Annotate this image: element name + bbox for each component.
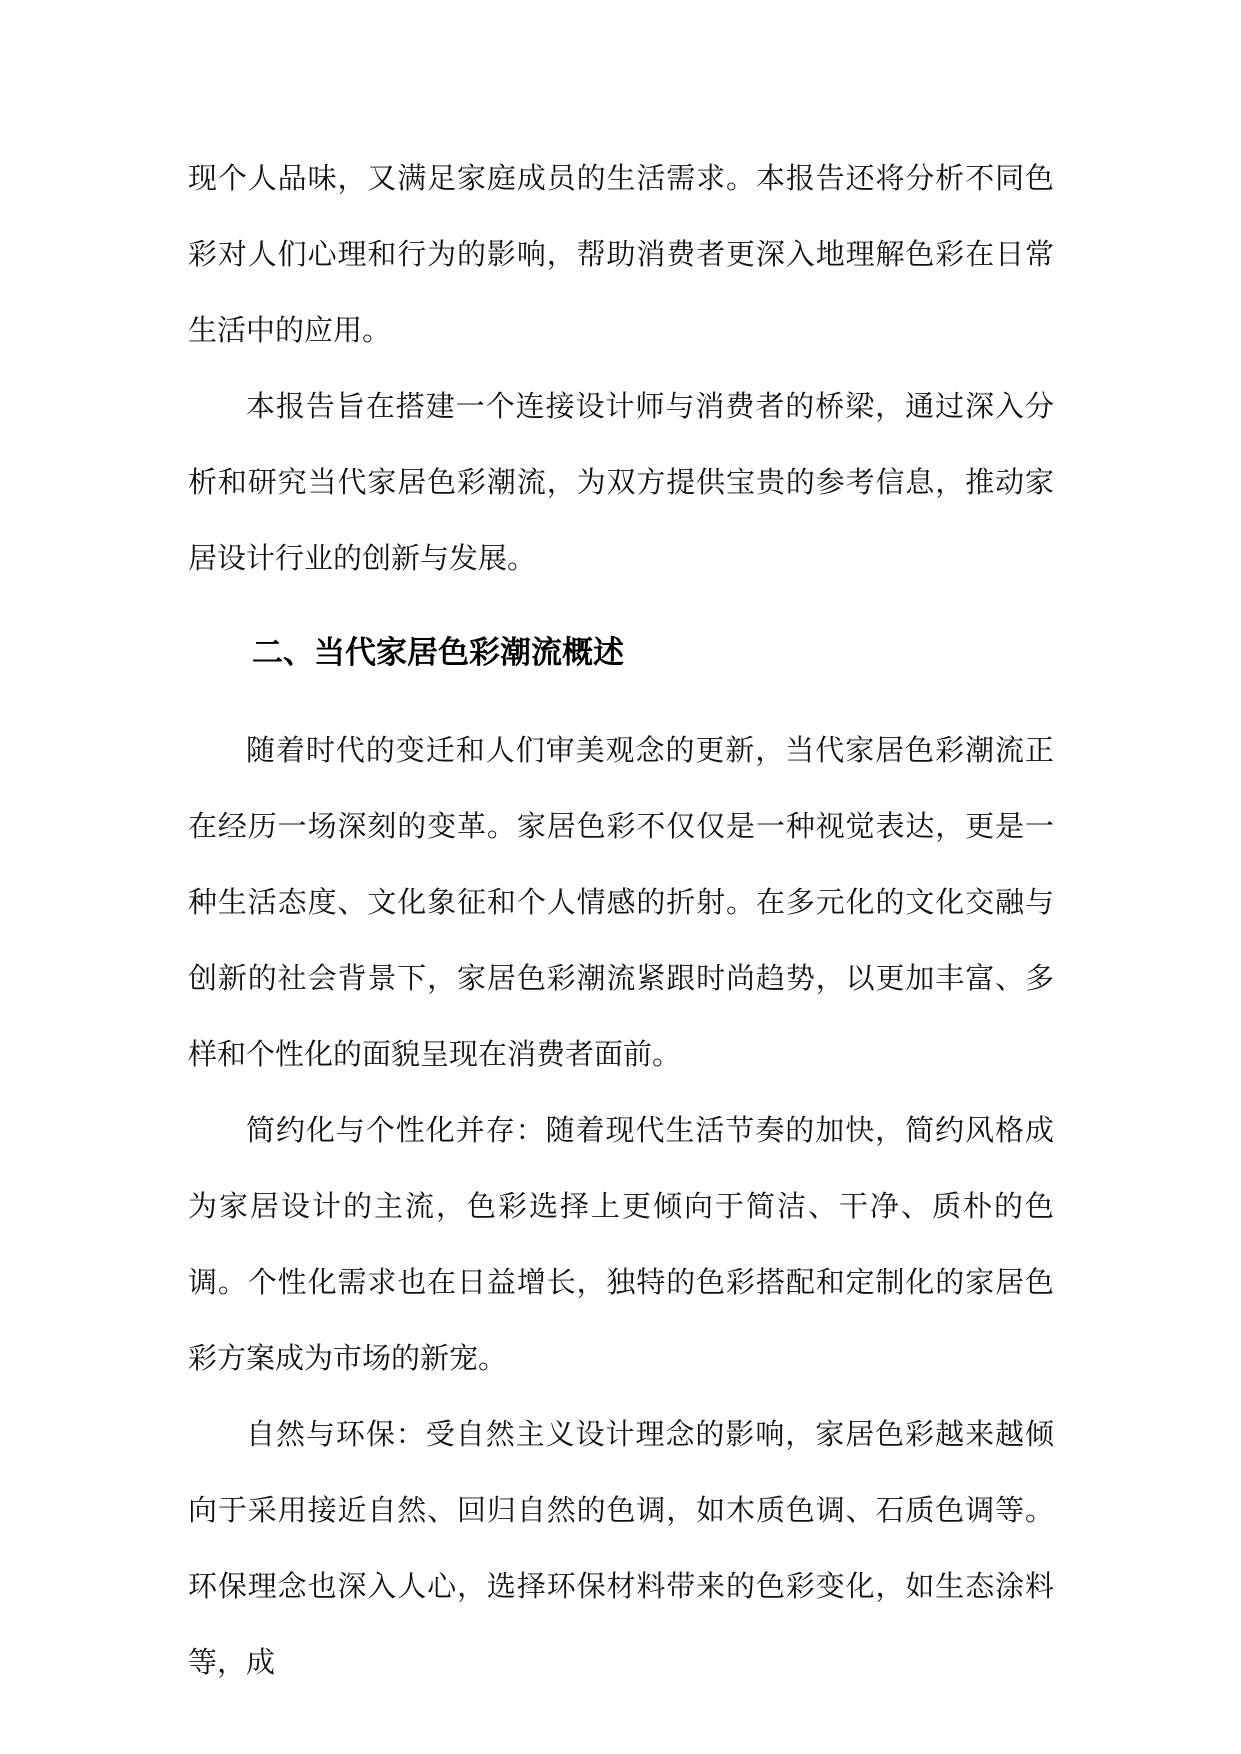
paragraph-report-purpose: 本报告旨在搭建一个连接设计师与消费者的桥梁，通过深入分析和研究当代家居色彩潮流，为双方提供宝贵的参考信息，推动家居设计行业的创新与发展。 bbox=[188, 389, 1054, 575]
section-heading: 二、当代家居色彩潮流概述 bbox=[252, 635, 624, 671]
paragraph-continuation: 现个人品味，又满足家庭成员的生活需求。本报告还将分析不同色彩对人们心理和行为的影响，帮助消费者更深入地理解色彩在日常生活中的应用。 bbox=[188, 161, 1054, 347]
document-body bbox=[188, 140, 1054, 1700]
paragraph-nature-environment: 自然与环保：受自然主义设计理念的影响，家居色彩越来越倾向于采用接近自然、回归自然的色调，如木质色调、石质色调等。环保理念也深入人心，选择环保材料带来的色彩变化，如生态涂料等，成 bbox=[188, 1417, 1054, 1679]
paragraph-simplicity-personalization: 简约化与个性化并存：随着现代生活节奏的加快，简约风格成为家居设计的主流，色彩选择上更倾向于简洁、干净、质朴的色调。个性化需求也在日益增长，独特的色彩搭配和定制化的家居色彩方案成为市场的新宠。 bbox=[188, 1113, 1054, 1375]
paragraph-trend-overview: 随着时代的变迁和人们审美观念的更新，当代家居色彩潮流正在经历一场深刻的变革。家居色彩不仅仅是一种视觉表达，更是一种生活态度、文化象征和个人情感的折射。在多元化的文化交融与创新的社会背景下，家居色彩潮流紧跟时尚趋势，以更加丰富、多样和个性化的面貌呈现在消费者面前。 bbox=[188, 733, 1054, 1071]
